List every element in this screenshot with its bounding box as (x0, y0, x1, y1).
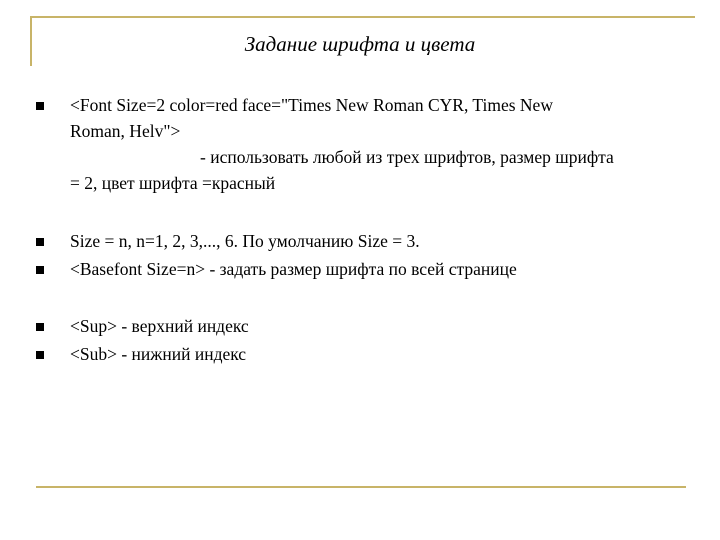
list-item-size: Size = n, n=1, 2, 3,..., 6. По умолчанию Size = 3. (70, 231, 420, 251)
slide-title: Задание шрифта и цвета (244, 32, 476, 56)
item-line: = 2, цвет шрифта =красный (70, 173, 276, 193)
square-bullet-icon (36, 266, 44, 274)
item-line: <Font Size=2 color=red face="Times New Roman CYR, Times New (70, 95, 553, 115)
list-item-basefont: <Basefont Size=n> - задать размер шрифта по всей странице (70, 259, 517, 279)
square-bullet-icon (36, 238, 44, 246)
frame-top-rule (30, 16, 695, 18)
list-item-sub: <Sub> - нижний индекс (70, 344, 247, 364)
square-bullet-icon (36, 351, 44, 359)
list-item-sup: <Sup> - верхний индекс (70, 316, 249, 336)
item-line: - использовать любой из трех шрифтов, размер шрифта (200, 147, 614, 167)
item-line: Roman, Helv"> (70, 121, 181, 141)
frame-bottom-rule (36, 486, 686, 488)
square-bullet-icon (36, 323, 44, 331)
list-item-font-tag (70, 92, 700, 196)
square-bullet-icon (36, 102, 44, 110)
